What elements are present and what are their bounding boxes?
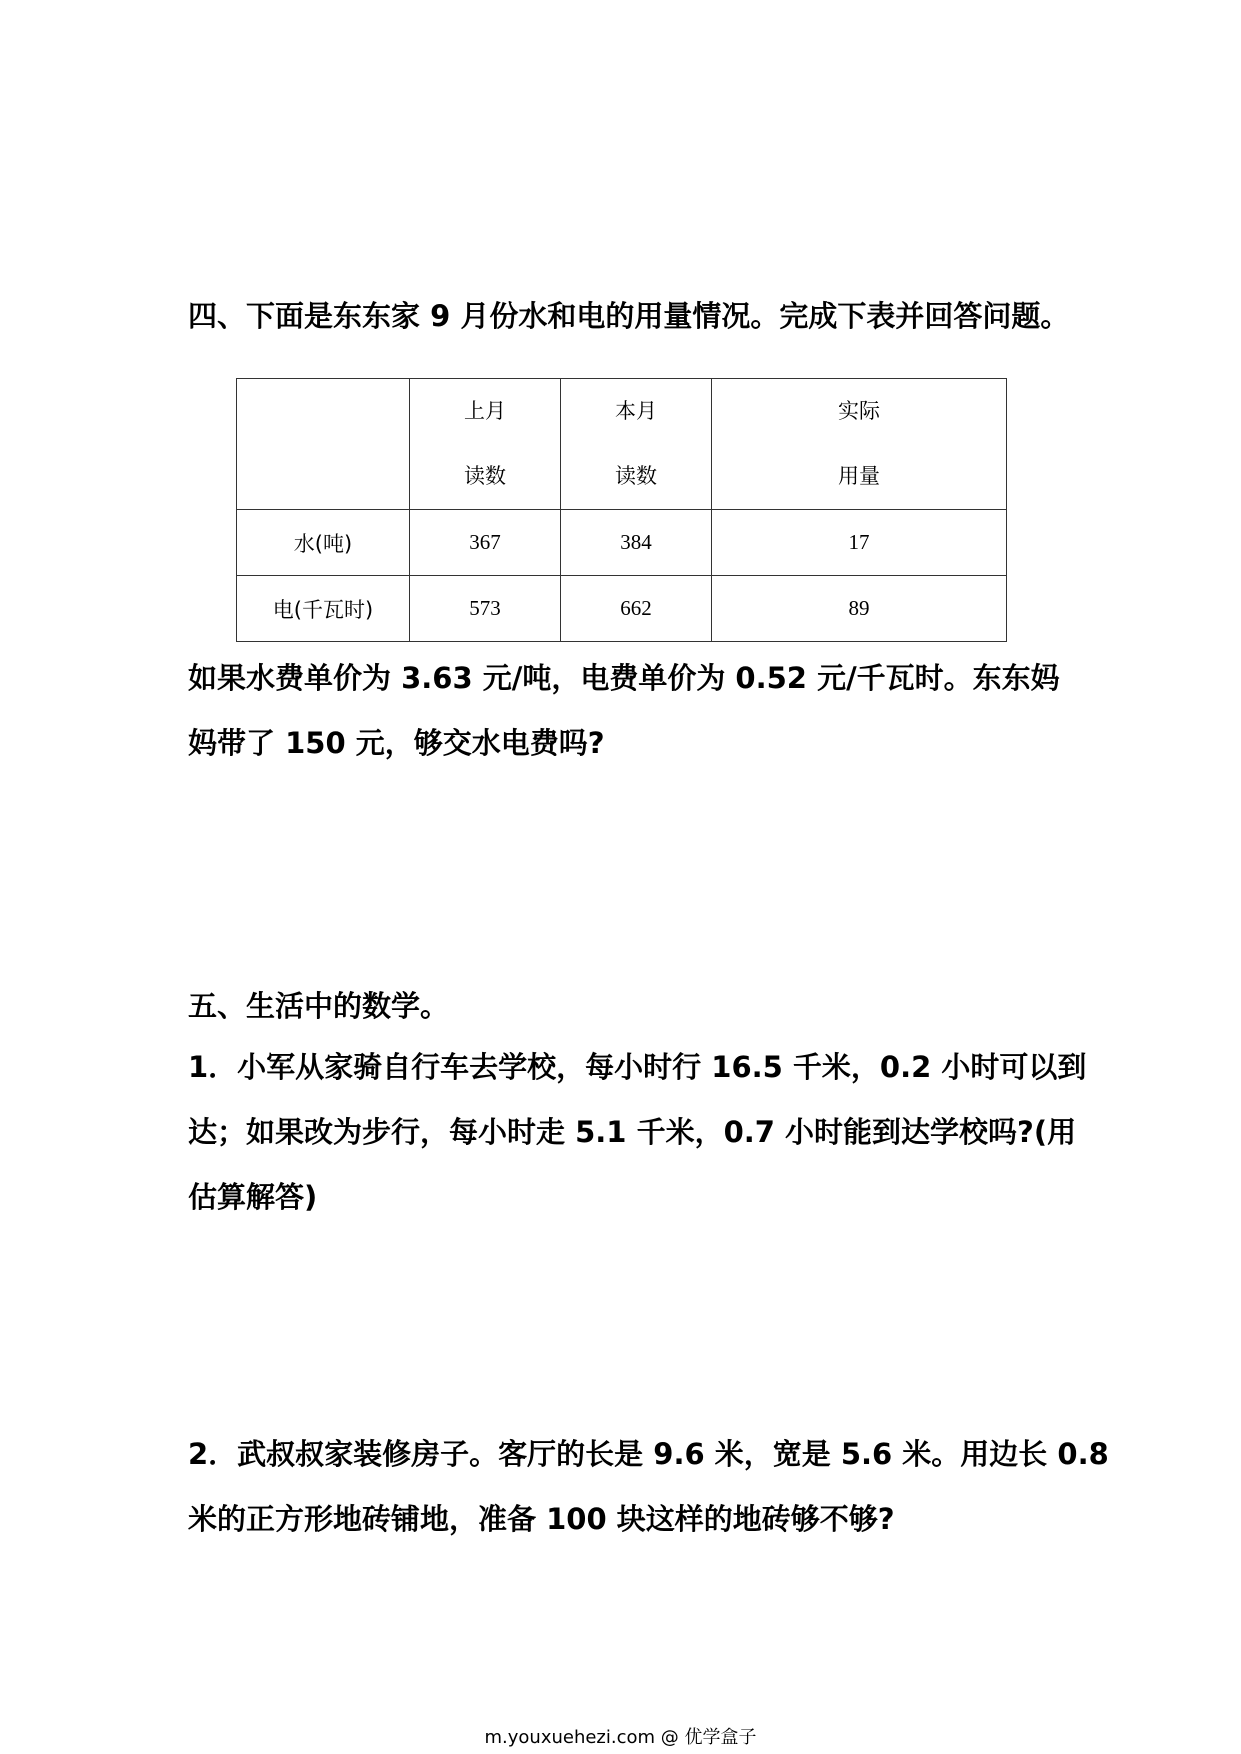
- header-last-reading: [410, 379, 561, 510]
- header-actual-line2: 用量: [838, 464, 880, 488]
- header-empty-cell: [237, 379, 410, 510]
- section-4-question: [188, 646, 1068, 776]
- header-last-line1: 上月: [464, 399, 506, 423]
- water-actual-usage: 17: [712, 510, 1007, 576]
- page-footer: m.youxuehezi.com @ 优学盒子: [484, 1727, 757, 1748]
- header-current-line2: 读数: [615, 464, 657, 488]
- problem-2: [188, 1422, 1109, 1552]
- table-header-row: [237, 379, 1007, 510]
- row-label-electricity: 电(千瓦时): [237, 576, 410, 642]
- header-last-line2: 读数: [464, 464, 506, 488]
- electricity-last-reading: 573: [410, 576, 561, 642]
- problem-1-line-2: 达；如果改为步行，每小时走 5.1 千米，0.7 小时能到达学校吗?(用: [188, 1115, 1077, 1149]
- header-current-line1: 本月: [615, 399, 657, 423]
- problem-1: [188, 1035, 1087, 1230]
- water-last-reading: 367: [410, 510, 561, 576]
- problem-2-line-1: 2．武叔叔家装修房子。客厅的长是 9.6 米，宽是 5.6 米。用边长 0.8: [188, 1437, 1109, 1471]
- water-current-reading: 384: [561, 510, 712, 576]
- electricity-actual-usage: 89: [712, 576, 1007, 642]
- usage-table: [236, 378, 1007, 642]
- problem-2-line-2: 米的正方形地砖铺地，准备 100 块这样的地砖够不够?: [188, 1502, 895, 1536]
- row-label-water: 水(吨): [237, 510, 410, 576]
- table-row: [237, 510, 1007, 576]
- problem-1-line-1: 1．小军从家骑自行车去学校，每小时行 16.5 千米，0.2 小时可以到: [188, 1050, 1087, 1084]
- section-4-title: 四、下面是东东家 9 月份水和电的用量情况。完成下表并回答问题。: [188, 299, 1070, 333]
- header-actual-usage: [712, 379, 1007, 510]
- question-line-2: 妈带了 150 元，够交水电费吗?: [188, 726, 605, 760]
- section-5-title: 五、生活中的数学。: [188, 989, 450, 1023]
- electricity-current-reading: 662: [561, 576, 712, 642]
- question-line-1: 如果水费单价为 3.63 元/吨，电费单价为 0.52 元/千瓦时。东东妈: [188, 661, 1060, 695]
- header-actual-line1: 实际: [838, 399, 880, 423]
- problem-1-line-3: 估算解答): [188, 1180, 318, 1214]
- header-current-reading: [561, 379, 712, 510]
- table-row: [237, 576, 1007, 642]
